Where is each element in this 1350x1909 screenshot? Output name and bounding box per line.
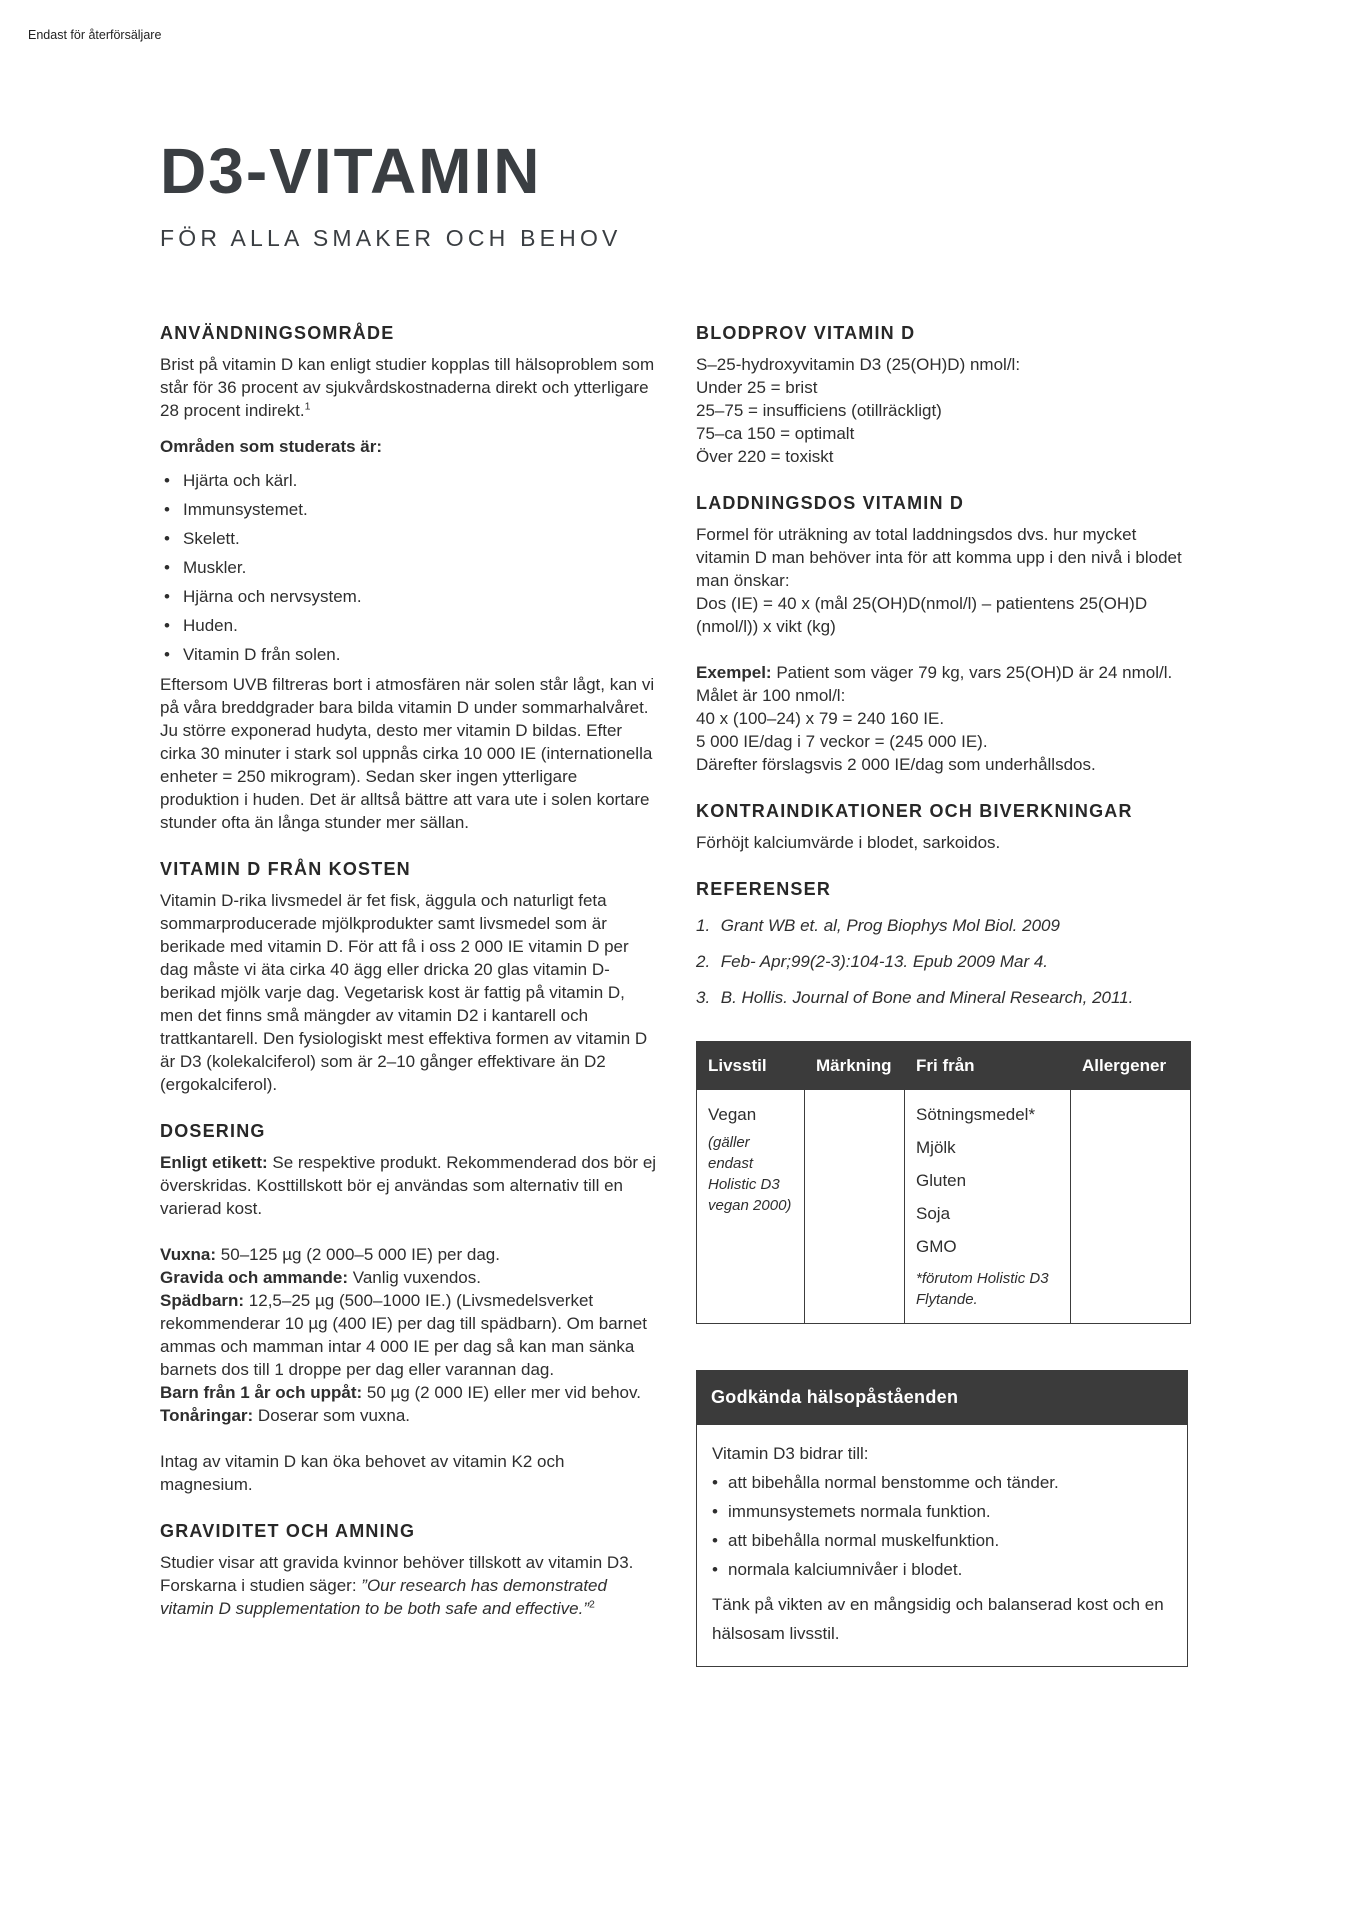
claims-panel-body [696,1425,1188,1667]
table-header-markning: Märkning [805,1042,905,1090]
section-usage [160,322,657,834]
loading-intro: Formel för uträkning av total laddningsdos dvs. hur mycket vitamin D man behöver inta för att komma upp i den nivå i blodet man önskar: [696,525,1182,590]
section-heading-blood-test: BLODPROV VITAMIN D [696,323,916,343]
product-attributes-table [696,1041,1191,1324]
blood-line: Under 25 = brist [696,378,818,397]
dosage-line: Vuxna: 50–125 µg (2 000–5 000 IE) per dag. [160,1245,500,1264]
section-heading-food: VITAMIN D FRÅN KOSTEN [160,859,411,879]
section-loading-dose [696,492,1193,776]
table-cell-markning [805,1090,905,1324]
table-cell-livsstil [697,1090,805,1324]
claims-item: • att bibehålla normal muskelfunktion. [712,1526,1172,1555]
footnote-marker-2: 2 [589,1598,595,1611]
dosage-note: Intag av vitamin D kan öka behovet av vitamin K2 och magnesium. [160,1452,565,1494]
section-pregnancy [160,1520,657,1620]
claims-intro: Vitamin D3 bidrar till: [712,1444,869,1463]
loading-example: Exempel: Patient som väger 79 kg, vars 25(OH)D är 24 nmol/l. [696,663,1173,682]
section-heading-references: REFERENSER [696,879,832,899]
example-line: 40 x (100–24) x 79 = 240 160 IE. [696,709,945,728]
example-line: 5 000 IE/dag i 7 veckor = (245 000 IE). [696,732,988,751]
contraindications-text: Förhöjt kalciumvärde i blodet, sarkoidos. [696,833,1001,852]
fri-fran-note: *förutom Holistic D3 Flytande. [916,1270,1049,1308]
fri-fran-item: GMO [916,1237,957,1256]
table-header-row [697,1042,1191,1090]
table-header-allergener: Allergener [1071,1042,1191,1090]
fri-fran-item: Sötningsmedel* [916,1105,1036,1124]
dosage-intro-label: Enligt etikett: [160,1153,268,1172]
blood-line: Över 220 = toxiskt [696,447,834,466]
pregnancy-paragraph: Studier visar att gravida kvinnor behöver tillskott av vitamin D3. Forskarna i studien säger: ”Our research has demonstrated vitamin D supplementation to be both safe and effective.”$^2$ [160,1553,634,1618]
list-item: • Skelett. [160,527,657,550]
study-quote: ”Our research has demonstrated vitamin D supplementation to be both safe and effective.” [160,1576,607,1618]
reference-item: 2. Feb- Apr;99(2-3):104-13. Epub 2009 Mar 4. [696,952,1049,971]
claims-item: • immunsystemets normala funktion. [712,1497,1172,1526]
claims-item: • att bibehålla normal benstomme och tänder. [712,1468,1172,1497]
dosage-line: Spädbarn: 12,5–25 µg (500–1000 IE.) (Livsmedelsverket rekommenderar 10 µg (400 IE) per dag till spädbarn). Om barnet ammas och mamman intar 4 000 IE per dag så kan man sänka barnets dos till 1 droppe per dag eller varannan dag. [160,1291,647,1379]
dosage-line: Tonåringar: Doserar som vuxna. [160,1406,411,1425]
blood-line: 25–75 = insufficiens (otillräckligt) [696,401,942,420]
section-food [160,858,657,1096]
example-label: Exempel: [696,663,772,682]
dosage-list [160,1243,657,1427]
claims-outro: Tänk på vikten av en mångsidig och balanserad kost och en hälsosam livsstil. [712,1595,1164,1643]
page-subtitle: FÖR ALLA SMAKER OCH BEHOV [160,225,622,252]
section-references [696,878,1193,1009]
section-blood-test [696,322,1193,468]
column-right [696,322,1193,1667]
dosage-line: Gravida och ammande: Vanlig vuxendos. [160,1268,481,1287]
section-heading-usage: ANVÄNDNINGSOMRÅDE [160,323,395,343]
table-cell-allergener [1071,1090,1191,1324]
blood-line: 75–ca 150 = optimalt [696,424,855,443]
section-dosage [160,1120,657,1496]
table-header-livsstil: Livsstil [697,1042,805,1090]
food-paragraph: Vitamin D-rika livsmedel är fet fisk, äggula och naturligt feta sommarproducerade mjölkprodukter samt livsmedel som är berikade med vitamin D. För att få i oss 2 000 IE vitamin D per dag måste vi äta cirka 40 ägg eller dricka 20 glas vitamin D-berikad mjölk varje dag. Vegetarisk kost är fattig på vitamin D, men det finns små mängder av vitamin D2 i kantarell och trattkantarell. Den fysiologiskt mest effektiva formen av vitamin D är D3 (kolekalciferol) som är 2–10 gånger effektivare än D2 (ergokalciferol). [160,891,648,1094]
dealer-note: Endast för återförsäljare [28,28,162,42]
sun-paragraph: Eftersom UVB filtreras bort i atmosfären när solen står lågt, kan vi på våra breddgrader bara bilda vitamin D under sommarhalvåret. Ju större exponerad hudyta, desto mer vitamin D bildas. Efter cirka 30 minuter i stark sol uppnås cirka 10 000 IE (internationella enheter = 250 mikrogram). Sedan sker ingen ytterligare produktion i huden. Det är alltså bättre att vara ute i solen kortare stunder ofta än långa stunder mer sällan. [160,675,655,832]
dosage-intro: Enligt etikett: Se respektive produkt. Rekommenderad dos bör ej överskridas. Kosttillskott bör ej användas som alternativ till en varierad kost. [160,1153,657,1218]
section-heading-dosage: DOSERING [160,1121,266,1141]
page-title: D3-VITAMIN [160,135,542,207]
usage-intro: Brist på vitamin D kan enligt studier kopplas till hälsoproblem som står för 36 procent av sjukvårdskostnaderna direkt och ytterligare 28 procent indirekt.$^1$ [160,355,655,420]
column-left [160,322,657,1620]
list-item: • Huden. [160,614,657,637]
section-contraindications [696,800,1193,854]
reference-item: 3. B. Hollis. Journal of Bone and Mineral Research, 2011. [696,988,1134,1007]
list-item: • Immunsystemet. [160,498,657,521]
example-line: Därefter förslagsvis 2 000 IE/dag som underhållsdos. [696,755,1096,774]
claims-list [712,1468,1172,1584]
example-line: Målet är 100 nmol/l: [696,686,846,705]
list-item: • Hjärta och kärl. [160,469,657,492]
claims-item: • normala kalciumnivåer i blodet. [712,1555,1172,1584]
footnote-marker-1: 1 [304,400,311,413]
areas-list [160,469,657,666]
blood-line: S–25-hydroxyvitamin D3 (25(OH)D) nmol/l: [696,355,1021,374]
table-cell-fri-fran [905,1090,1071,1324]
livsstil-value: Vegan [708,1105,757,1124]
list-item: • Vitamin D från solen. [160,643,657,666]
reference-item: 1. Grant WB et. al, Prog Biophys Mol Biol. 2009 [696,916,1060,935]
loading-formula: Dos (IE) = 40 x (mål 25(OH)D(nmol/l) – patientens 25(OH)D (nmol/l)) x vikt (kg) [696,594,1148,636]
claims-panel [696,1370,1188,1667]
fri-fran-item: Gluten [916,1171,967,1190]
table-header-fri-fran: Fri från [905,1042,1071,1090]
section-heading-pregnancy: GRAVIDITET OCH AMNING [160,1521,416,1541]
areas-label: Områden som studerats är: [160,437,383,456]
dosage-line: Barn från 1 år och uppåt: 50 µg (2 000 IE) eller mer vid behov. [160,1383,641,1402]
fri-fran-item: Mjölk [916,1138,956,1157]
masthead [160,135,622,252]
fri-fran-item: Soja [916,1204,951,1223]
section-heading-contraindications: KONTRAINDIKATIONER OCH BIVERKNINGAR [696,801,1133,821]
claims-panel-header: Godkända hälsopåståenden [696,1370,1188,1425]
list-item: • Hjärna och nervsystem. [160,585,657,608]
table-row [697,1090,1191,1324]
livsstil-note: (gäller endast Holistic D3 vegan 2000) [708,1134,792,1214]
list-item: • Muskler. [160,556,657,579]
section-heading-loading-dose: LADDNINGSDOS VITAMIN D [696,493,965,513]
